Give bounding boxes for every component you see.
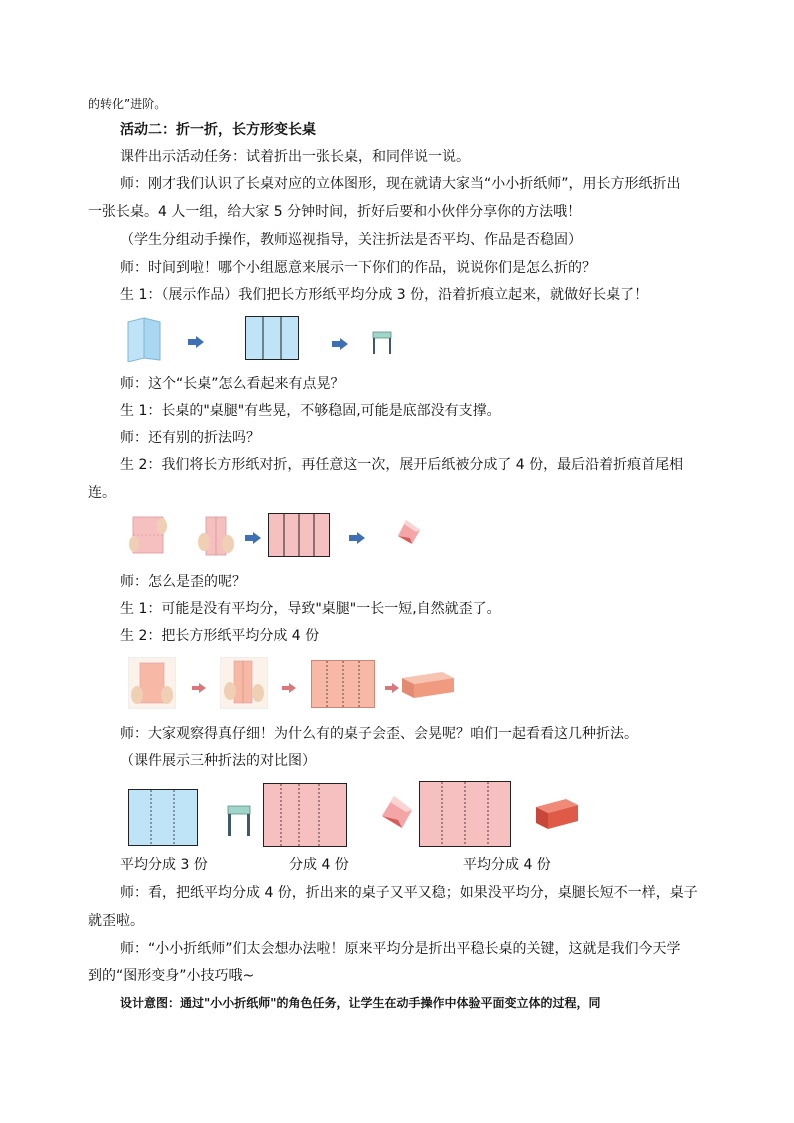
text-line: 师：还有别的折法吗？ <box>120 430 260 446</box>
arrow-right-icon <box>332 335 348 354</box>
blue-table-model <box>225 800 253 838</box>
pink-paper-even-4-parts <box>419 781 511 847</box>
text-line: 的转化”进阶。 <box>88 97 167 111</box>
text-line: 师：这个“长桌”怎么看起来有点晃？ <box>120 376 345 392</box>
arrow-right-icon <box>385 678 399 697</box>
text-line: 课件出示活动任务：试着折出一张长桌，和同伴说一说。 <box>120 149 470 165</box>
text-line: 生 1：长桌的"桌腿"有些晃，不够稳固,可能是底部没有支撑。 <box>120 403 501 419</box>
text-line: （课件展示三种折法的对比图） <box>120 753 316 769</box>
salmon-long-table-model <box>400 664 458 704</box>
folded-paper-image <box>126 316 162 362</box>
hands-folding-salmon-paper-image <box>128 657 176 709</box>
pink-paper-uneven-4-parts <box>263 783 347 847</box>
text-line: 师：刚才我们认识了长桌对应的立体图形，现在就请大家当“小小折纸师”，用长方形纸折出 <box>120 176 681 192</box>
arrow-right-icon <box>245 529 261 548</box>
arrow-right-icon <box>188 333 204 352</box>
pink-paper-4-parts <box>268 513 330 557</box>
text-line: 生 1：可能是没有平均分，导致"桌腿"一长一短,自然就歪了。 <box>120 601 501 617</box>
blue-paper-even-3-parts <box>128 789 198 846</box>
hands-folding-pink-paper-image <box>196 514 236 558</box>
hands-folding-salmon-paper-image <box>220 657 268 709</box>
text-line: 一张长桌。4 人一组，给大家 5 分钟时间，折好后要和小伙伴分享你的方法哦！ <box>88 204 582 220</box>
blue-paper-3-parts <box>245 316 299 360</box>
text-line: 生 1：（展示作品）我们把长方形纸平均分成 3 份，沿着折痕立起来，就做好长桌了！ <box>120 287 649 303</box>
salmon-paper-4-parts <box>311 660 375 708</box>
text-line: 师：看，把纸平均分成 4 份，折出来的桌子又平又稳；如果没平均分，桌腿长短不一样，桌子 <box>120 885 698 901</box>
design-intent-line: 设计意图：通过"小小折纸师"的角色任务，让学生在动手操作中体验平面变立体的过程，同 <box>120 996 601 1010</box>
crooked-pink-table-model <box>380 794 414 832</box>
text-line: 师：怎么是歪的呢？ <box>120 574 246 590</box>
activity-heading: 活动二：折一折，长方形变长桌 <box>120 122 316 138</box>
text-line: （学生分组动手操作，教师巡视指导，关注折法是否平均、作品是否稳固） <box>120 232 582 248</box>
text-line: 师：时间到啦！哪个小组愿意来展示一下你们的作品，说说你们是怎么折的？ <box>120 260 596 276</box>
red-long-table-model <box>534 795 582 835</box>
arrow-right-icon <box>282 678 296 697</box>
text-line: 就歪啦。 <box>88 913 144 929</box>
caption-even-4: 平均分成 4 份 <box>463 857 551 873</box>
crooked-pink-table-model <box>396 518 422 546</box>
text-line: 连。 <box>88 485 116 501</box>
arrow-right-icon <box>349 529 365 548</box>
blue-table-model <box>371 328 393 356</box>
arrow-right-icon <box>192 678 206 697</box>
caption-even-3: 平均分成 3 份 <box>120 857 208 873</box>
text-line: 生 2：我们将长方形纸对折，再任意这一次，展开后纸被分成了 4 份，最后沿着折痕首尾相 <box>120 457 684 473</box>
text-line: 师：大家观察得真仔细！为什么有的桌子会歪、会晃呢？咱们一起看看这几种折法。 <box>120 726 638 742</box>
text-line: 生 2：把长方形纸平均分成 4 份 <box>120 628 320 644</box>
caption-uneven-4: 分成 4 份 <box>289 857 349 873</box>
hands-folding-pink-paper-image <box>128 514 168 556</box>
text-line: 师：“小小折纸师”们太会想办法啦！原来平均分是折出平稳长桌的关键，这就是我们今天学 <box>120 941 681 957</box>
text-line: 到的“图形变身”小技巧哦~ <box>88 968 255 984</box>
